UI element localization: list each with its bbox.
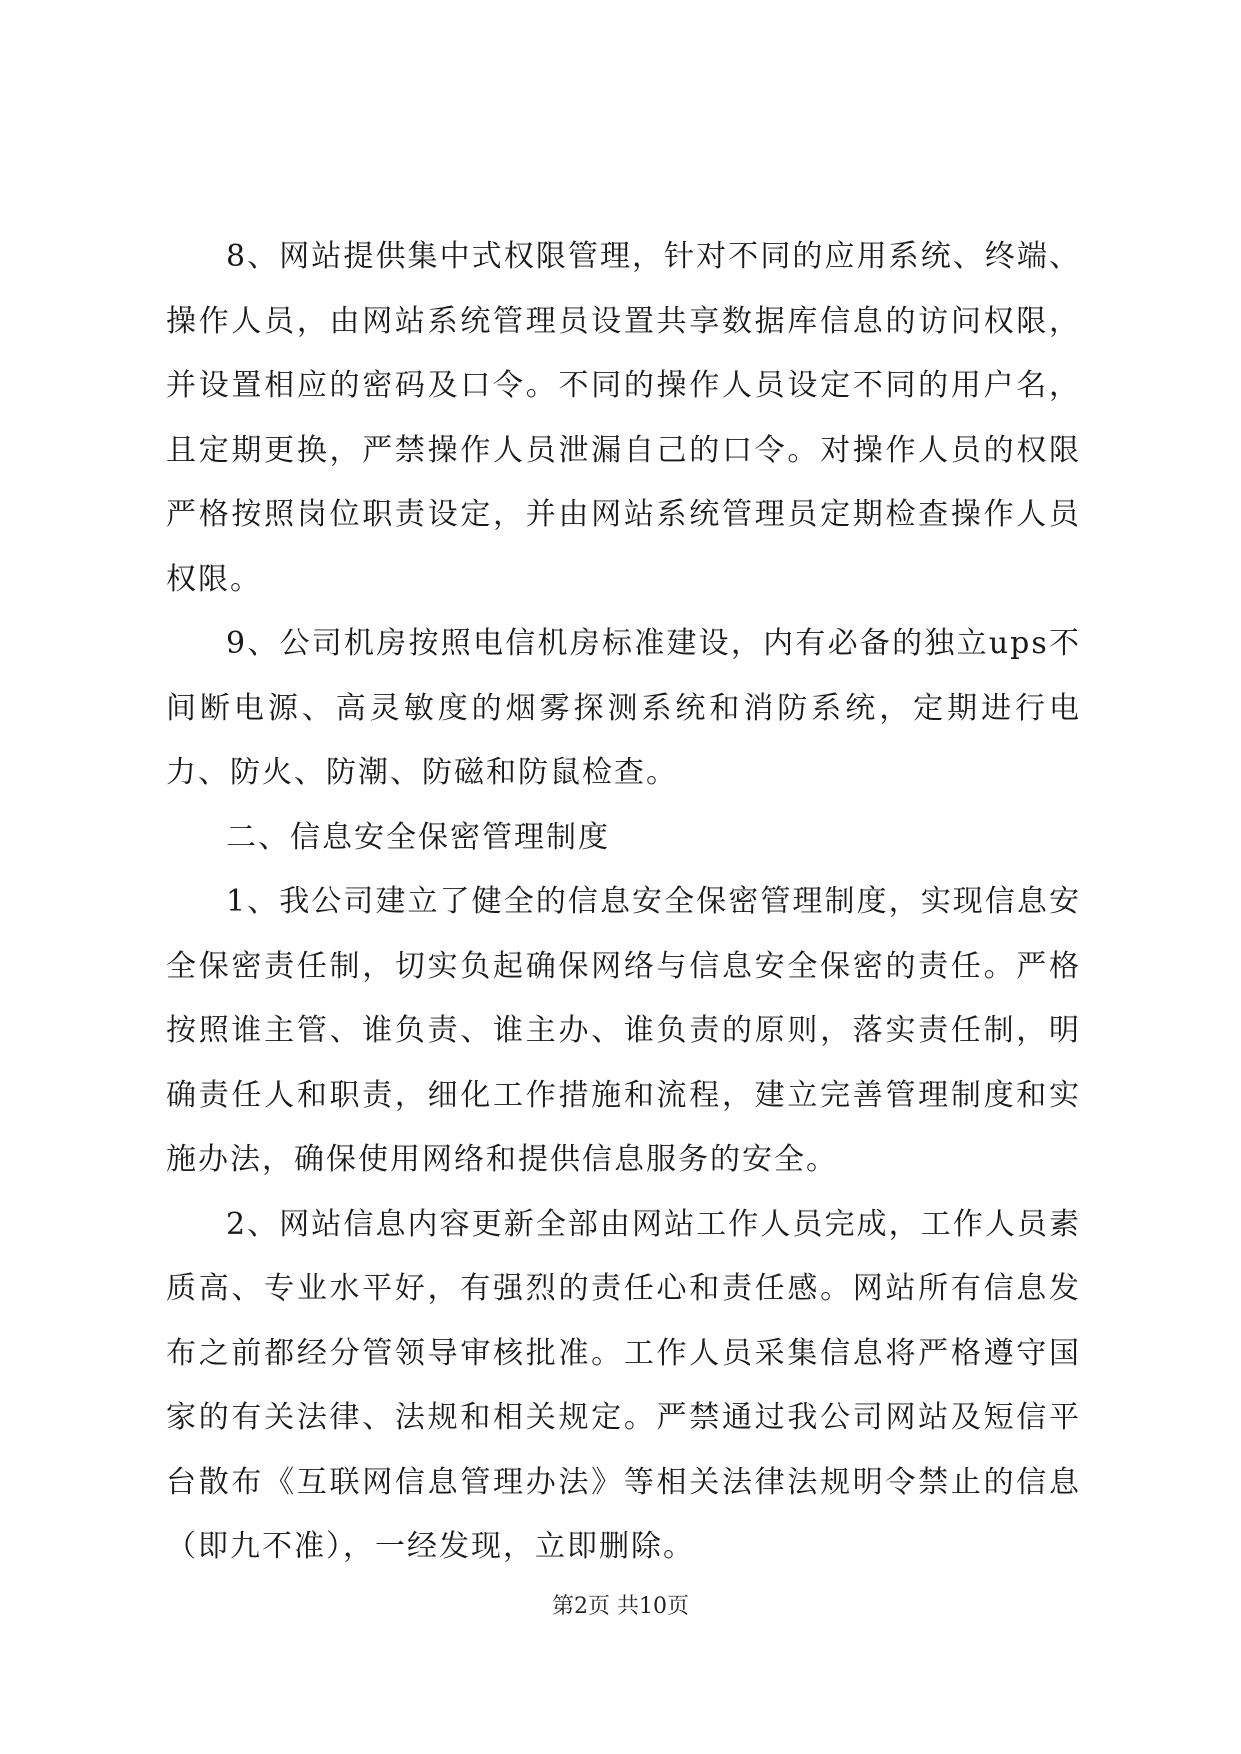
section-heading: 二、信息安全保密管理制度	[226, 819, 610, 855]
paragraph-item-1: 1、我公司建立了健全的信息安全保密管理制度，实现信息安全保密责任制，切实负起确保网络与信息安全保密的责任。严格按照谁主管、谁负责、谁主办、谁负责的原则，落实责任制，明确责任人和职责，细化工作措施和流程，建立完善管理制度和实施办法，确保使用网络和提供信息服务的安全。	[166, 884, 1081, 1177]
page-number-footer: 第2页 共10页	[552, 1594, 689, 1619]
paragraph-item-8: 8、网站提供集中式权限管理，针对不同的应用系统、终端、操作人员，由网站系统管理员设置共享数据库信息的访问权限，并设置相应的密码及口令。不同的操作人员设定不同的用户名，且定期更换，严禁操作人员泄漏自己的口令。对操作人员的权限严格按照岗位职责设定，并由网站系统管理员定期检查操作人员权限。	[166, 239, 1081, 597]
document-body	[166, 225, 1081, 1580]
paragraph-item-9: 9、公司机房按照电信机房标准建设，内有必备的独立ups不间断电源、高灵敏度的烟雾探测系统和消防系统，定期进行电力、防火、防潮、防磁和防鼠检查。	[166, 626, 1081, 790]
paragraph-item-2: 2、网站信息内容更新全部由网站工作人员完成，工作人员素质高、专业水平好，有强烈的责任心和责任感。网站所有信息发布之前都经分管领导审核批准。工作人员采集信息将严格遵守国家的有关法律、法规和相关规定。严禁通过我公司网站及短信平台散布《互联网信息管理办法》等相关法律法规明令禁止的信息（即九不准），一经发现，立即删除。	[166, 1206, 1081, 1564]
